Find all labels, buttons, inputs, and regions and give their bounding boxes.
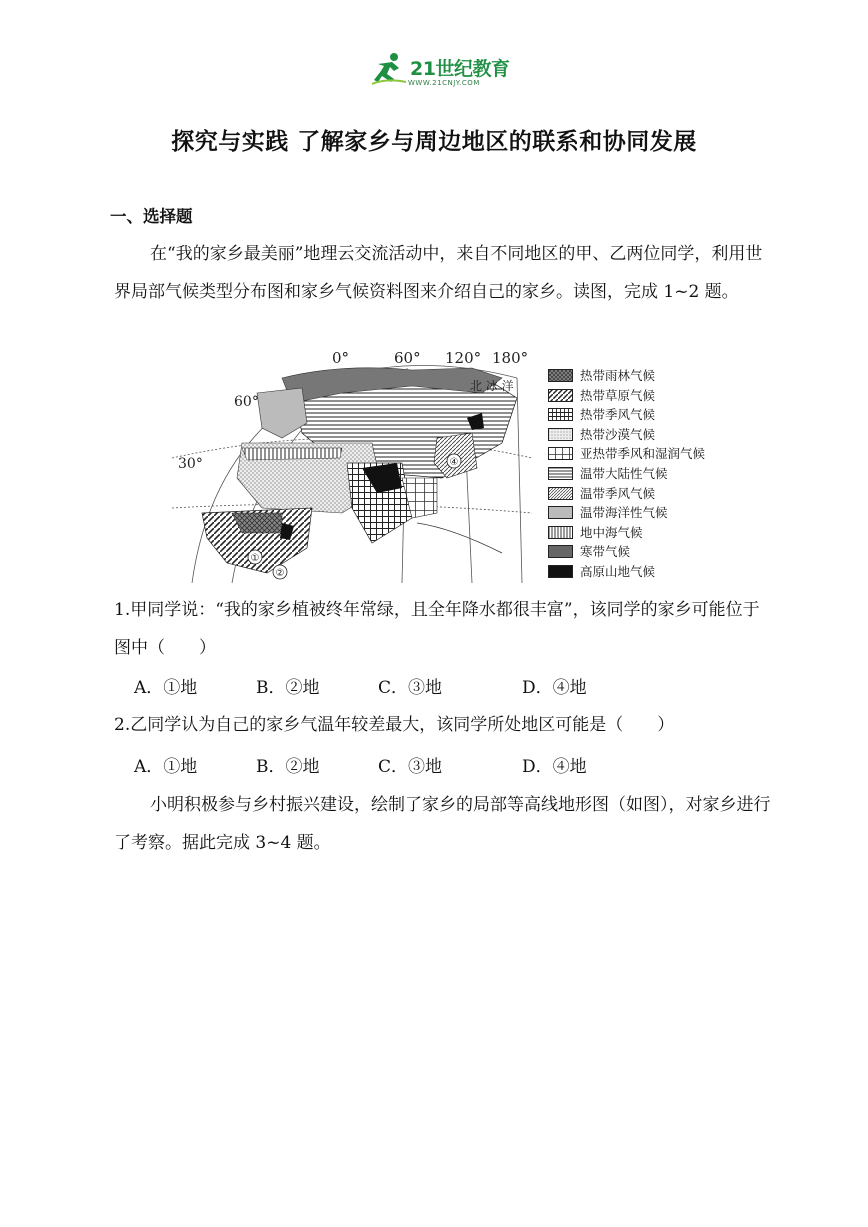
- climate-map-figure: [172, 348, 542, 583]
- legend-item: [548, 543, 748, 563]
- question-1-option-b[interactable]: B．②地: [256, 678, 320, 698]
- marker-1: ①: [250, 553, 260, 564]
- legend-swatch-crosshatch: [548, 369, 573, 382]
- map-legend: [548, 367, 748, 583]
- legend-swatch-black: [548, 565, 573, 578]
- legend-item: [548, 485, 748, 505]
- legend-item: [548, 367, 748, 387]
- legend-item: [548, 524, 748, 544]
- site-logo: [372, 52, 522, 92]
- legend-label: 温带季风气候: [580, 485, 656, 501]
- logo-text: 21世纪教育: [410, 58, 510, 80]
- legend-label: 寒带气候: [580, 544, 631, 560]
- logo-url: WWW.21CNJY.COM: [408, 79, 480, 87]
- question-1-option-a[interactable]: A．①地: [134, 678, 198, 698]
- legend-swatch-diagonal: [548, 389, 573, 402]
- intro-paragraph-2: 小明积极参与乡村振兴建设，绘制了家乡的局部等高线地形图（如图），对家乡进行了考察。据此完成 3~4 题。: [114, 795, 771, 853]
- question-2-option-d[interactable]: D．④地: [522, 757, 587, 777]
- legend-swatch-horizontal: [548, 467, 573, 480]
- marker-2: ②: [275, 568, 285, 579]
- legend-swatch-light-gray: [548, 506, 573, 519]
- legend-swatch-grid-open: [548, 447, 573, 460]
- question-2-option-a[interactable]: A．①地: [134, 757, 198, 777]
- legend-item: [548, 445, 748, 465]
- legend-label: 热带雨林气候: [580, 368, 656, 383]
- legend-swatch-grid: [548, 408, 573, 421]
- question-2-option-c[interactable]: C．③地: [378, 757, 443, 777]
- legend-label: 亚热带季风和湿润气候: [580, 446, 706, 462]
- marker-4: ④: [449, 457, 459, 468]
- lon-label-120: 120°: [445, 349, 482, 367]
- legend-label: 地中海气候: [580, 524, 643, 540]
- legend-label: 热带季风气候: [580, 407, 656, 423]
- question-1-option-d[interactable]: D．④地: [522, 678, 587, 698]
- legend-label: 温带大陆性气候: [580, 465, 668, 481]
- intro-paragraph: 在“我的家乡最美丽”地理云交流活动中，来自不同地区的甲、乙两位同学，利用世界局部气候类型分布图和家乡气候资料图来介绍自己的家乡。读图，完成 1~2 题。: [114, 244, 763, 302]
- question-2-option-b[interactable]: B．②地: [256, 757, 320, 777]
- legend-item: [548, 387, 748, 407]
- legend-label: 热带沙漠气候: [580, 426, 656, 442]
- lat-label-30: 30°: [178, 456, 203, 472]
- question-2-options: [134, 752, 754, 782]
- legend-swatch-dark-gray: [548, 545, 573, 558]
- legend-item: [548, 426, 748, 446]
- section-title: 一、选择题: [110, 207, 193, 226]
- lat-label-60: 60°: [234, 394, 259, 410]
- legend-swatch-dots: [548, 428, 573, 441]
- runner-logo-icon: [372, 52, 408, 86]
- question-1-options: [134, 673, 754, 703]
- lon-label-0: 0°: [332, 349, 350, 367]
- legend-item: [548, 504, 748, 524]
- legend-label: 热带草原气候: [580, 387, 656, 403]
- legend-swatch-diagonal-fine: [548, 487, 573, 500]
- page-title: 探究与实践 了解家乡与周边地区的联系和协同发展: [171, 129, 697, 155]
- legend-swatch-vertical: [548, 526, 573, 539]
- legend-label: 温带海洋性气候: [580, 505, 668, 521]
- question-1-stem: 1.甲同学说：“我的家乡植被终年常绿，且全年降水都很丰富”，该同学的家乡可能位于图中（ ）: [114, 600, 760, 658]
- lon-label-180: 180°: [492, 349, 529, 367]
- legend-label: 高原山地气候: [580, 563, 656, 579]
- question-2-stem: 2.乙同学认为自己的家乡气温年较差最大，该同学所处地区可能是（ ）: [114, 715, 675, 735]
- question-1-option-c[interactable]: C．③地: [378, 678, 443, 698]
- lon-label-60: 60°: [394, 349, 421, 367]
- legend-item: [548, 406, 748, 426]
- legend-item: [548, 465, 748, 485]
- arctic-ocean-label: 北 冰 洋: [470, 379, 514, 393]
- legend-item: [548, 563, 748, 583]
